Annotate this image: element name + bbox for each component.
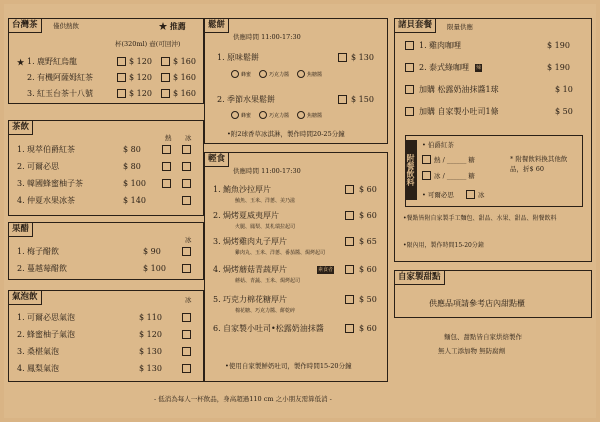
- waffle-1-opt-honey: 蜂蜜: [241, 72, 252, 78]
- sparkling-2-price: $ 120: [139, 330, 162, 339]
- tea-item-1-pot-check[interactable]: [161, 57, 170, 66]
- sparkling-3-name: 桑椹氣泡: [27, 347, 59, 356]
- light-1-name: 鮪魚沙拉厚片: [223, 185, 271, 194]
- vinegar-1-no: 1.: [17, 247, 25, 256]
- light-5-no: 5.: [213, 295, 221, 304]
- tea-drinks-tag: 茶飲: [8, 120, 33, 135]
- waffle-2-opt-honey-radio[interactable]: [231, 111, 239, 119]
- light-3-price: $ 65: [359, 237, 377, 246]
- tea-drink-1-ice-check[interactable]: [182, 145, 191, 154]
- bakery-note-1: 麵包、甜點皆自家烘焙製作: [444, 333, 522, 341]
- light-meal-time: 供應時間 11:00-17:30: [233, 167, 301, 175]
- dessert-tag: 自家製甜點: [394, 270, 445, 285]
- set-note-1: •餐點皆附自家製手工麵包、甜品、水果、甜品、附餐飲料: [403, 215, 557, 222]
- sparkling-tag: 氣泡飲: [8, 290, 42, 305]
- set-drink-tag: 附餐飲料: [405, 140, 417, 200]
- tea-drinks-ice-label: 冰: [185, 134, 192, 142]
- tea-drink-4-price: $ 140: [123, 196, 146, 205]
- light-meal-tag: 輕食: [204, 152, 229, 167]
- tea-drink-3-name: 韓國蜂蜜柚子茶: [27, 179, 83, 188]
- tea-item-3-name: 紅玉台茶十八號: [37, 89, 93, 98]
- sparkling-2-ice-check[interactable]: [182, 330, 191, 339]
- light-meal-section: [204, 152, 388, 382]
- vinegar-section: [8, 222, 204, 280]
- tea-item-1-no: 1.: [27, 57, 35, 66]
- waffle-1-opt-choco: 巧克力醬: [269, 72, 290, 78]
- light-4-price: $ 60: [359, 265, 377, 274]
- waffle-1-opt-choco-radio[interactable]: [259, 70, 267, 78]
- waffle-1-opt-caramel: 焦糖醬: [307, 72, 323, 78]
- vegetarian-badge: 素食者: [318, 267, 334, 273]
- taiwan-tea-note: 僅供熱飲: [53, 22, 79, 30]
- sparkling-1-no: 1.: [17, 313, 25, 322]
- tea-item-2-cup-check[interactable]: [117, 73, 126, 82]
- set-drink-note: * 附餐飲料換其他飲品，折$ 60: [510, 155, 568, 173]
- tea-item-3-pot-check[interactable]: [161, 89, 170, 98]
- waffle-2-opt-caramel: 焦糖醬: [307, 113, 323, 119]
- light-1-desc: 鮪魚、玉米、洋蔥、美乃滋: [235, 198, 296, 204]
- tea-drink-1-price: $ 80: [123, 145, 141, 154]
- addon-1-name: 加購 松露奶油抹醬1球: [419, 85, 499, 94]
- waffle-1-name: 原味鬆餅: [227, 53, 259, 62]
- star-recommend: ★ 推薦: [159, 21, 186, 31]
- vinegar-1-ice-check[interactable]: [182, 247, 191, 256]
- set-drink-calpis-check[interactable]: [466, 190, 475, 199]
- set-drink-ice: 冰 / ______ 糖: [434, 172, 475, 180]
- light-6-no: 6.: [213, 324, 221, 333]
- set-2-price: $ 190: [547, 63, 570, 72]
- sparkling-section: [8, 290, 204, 382]
- tea-drink-2-ice-check[interactable]: [182, 162, 191, 171]
- vinegar-1-name: 梅子醋飲: [27, 247, 59, 256]
- light-6-name: 自家製小吐司•松露奶油抹醬: [223, 324, 324, 333]
- light-4-no: 4.: [213, 265, 221, 274]
- set-2-name: 泰式綠咖哩: [429, 63, 469, 72]
- light-4-name: 焗烤蘑菇青蔬厚片: [223, 265, 287, 274]
- taiwan-tea-sizes: 杯(320ml) 壺(可回沖): [115, 40, 181, 48]
- waffle-2-opt-choco-radio[interactable]: [259, 111, 267, 119]
- sparkling-2-no: 2.: [17, 330, 25, 339]
- waffle-section: [204, 18, 388, 144]
- tea-drink-1-name: 現萃伯爵紅茶: [27, 145, 75, 154]
- sparkling-4-name: 鳳梨氣泡: [27, 364, 59, 373]
- vinegar-ice-label: 冰: [185, 236, 192, 244]
- set-1-no: 1.: [419, 41, 427, 50]
- tea-drink-1-hot-check[interactable]: [162, 145, 171, 154]
- set-1-check[interactable]: [405, 41, 414, 50]
- tea-drink-4-ice-check[interactable]: [182, 196, 191, 205]
- addon-1-price: $ 10: [555, 85, 573, 94]
- waffle-2-opt-choco: 巧克力醬: [269, 113, 290, 119]
- light-meal-note: •使用自家製鮮奶吐司，製作時間15-20分鐘: [225, 362, 352, 370]
- light-5-price: $ 50: [359, 295, 377, 304]
- tea-item-2-pot-check[interactable]: [161, 73, 170, 82]
- tea-drinks-hot-label: 熱: [165, 134, 172, 142]
- tea-item-3-no: 3.: [27, 89, 35, 98]
- sparkling-2-name: 蜂蜜柚子氣泡: [27, 330, 75, 339]
- tea-drink-2-name: 可爾必思: [27, 162, 59, 171]
- tea-drink-4-no: 4.: [17, 196, 25, 205]
- sparkling-4-ice-check[interactable]: [182, 364, 191, 373]
- light-3-desc: 雞肉丸、玉米、洋蔥、番茄醬、焗烤起司: [235, 250, 326, 256]
- tea-item-3-cup-check[interactable]: [117, 89, 126, 98]
- light-1-price: $ 60: [359, 185, 377, 194]
- set-meal-section: [394, 18, 592, 262]
- vinegar-2-price: $ 100: [143, 264, 166, 273]
- tea-item-1-name: 鹿野紅烏龍: [37, 57, 77, 66]
- dessert-section: [394, 270, 592, 318]
- light-4-check[interactable]: [345, 265, 354, 274]
- tea-item-2-name: 有機阿薩姆紅茶: [37, 73, 93, 82]
- tea-drink-1-no: 1.: [17, 145, 25, 154]
- sparkling-3-ice-check[interactable]: [182, 347, 191, 356]
- light-2-desc: 火腿、鳳梨、莫札瑞拉起司: [235, 224, 296, 230]
- light-6-price: $ 60: [359, 324, 377, 333]
- vinegar-2-ice-check[interactable]: [182, 264, 191, 273]
- waffle-note: •附2球香草冰淇淋，製作時間20-25分鐘: [227, 130, 345, 138]
- set-2-no: 2.: [419, 63, 427, 72]
- light-2-name: 焗烤夏威夷厚片: [223, 211, 279, 220]
- waffle-2-opt-caramel-radio[interactable]: [297, 111, 305, 119]
- light-5-check[interactable]: [345, 295, 354, 304]
- addon-2-name: 加購 自家製小吐司1條: [419, 107, 499, 116]
- tea-item-1-cup-check[interactable]: [117, 57, 126, 66]
- light-1-check[interactable]: [345, 185, 354, 194]
- set-drink-1: • 伯爵紅茶: [422, 141, 454, 149]
- waffle-2-check[interactable]: [338, 95, 347, 104]
- light-2-check[interactable]: [345, 211, 354, 220]
- tea-drink-4-name: 仲夏水果冰茶: [27, 196, 75, 205]
- sparkling-1-ice-check[interactable]: [182, 313, 191, 322]
- light-2-price: $ 60: [359, 211, 377, 220]
- addon-1-check[interactable]: [405, 85, 414, 94]
- tea-drink-2-price: $ 80: [123, 162, 141, 171]
- waffle-1-price: $ 130: [351, 53, 374, 62]
- footer-note: - 低消為每人一杯飲品，身高超過110 cm 之小朋友需算低消 -: [154, 395, 332, 403]
- tea-drink-3-ice-check[interactable]: [182, 179, 191, 188]
- light-5-name: 巧克力棉花糖厚片: [223, 295, 287, 304]
- tea-drink-3-price: $ 100: [123, 179, 146, 188]
- set-drink-box: [405, 135, 583, 207]
- waffle-2-no: 2.: [217, 95, 225, 104]
- set-1-price: $ 190: [547, 41, 570, 50]
- waffle-tag: 鬆餅: [204, 18, 229, 33]
- waffle-1-no: 1.: [217, 53, 225, 62]
- sparkling-1-price: $ 110: [139, 313, 162, 322]
- waffle-2-name: 季節水果鬆餅: [227, 95, 275, 104]
- waffle-1-opt-honey-radio[interactable]: [231, 70, 239, 78]
- tea-item-2-pot-price: $ 160: [173, 73, 196, 82]
- waffle-1-opt-caramel-radio[interactable]: [297, 70, 305, 78]
- light-3-check[interactable]: [345, 237, 354, 246]
- vinegar-2-no: 2.: [17, 264, 25, 273]
- dessert-text: 供應品項請參考店內甜點櫃: [429, 299, 525, 308]
- addon-2-check[interactable]: [405, 107, 414, 116]
- light-2-no: 2.: [213, 211, 221, 220]
- set-drink-hot-check[interactable]: [422, 155, 431, 164]
- taiwan-tea-tag: 台灣茶: [8, 18, 42, 33]
- spicy-badge: 辣: [476, 65, 482, 71]
- tea-item-1-mark: ★: [17, 57, 25, 67]
- light-4-desc: 蘑菇、青蔬、玉米、焗烤起司: [235, 278, 301, 284]
- vinegar-2-name: 蔓越莓醋飲: [27, 264, 67, 273]
- vinegar-tag: 果醋: [8, 222, 33, 237]
- set-drink-hot: 熱 / ______ 糖: [434, 156, 475, 164]
- tea-item-2-no: 2.: [27, 73, 35, 82]
- sparkling-4-price: $ 130: [139, 364, 162, 373]
- set-drink-calpis-ice: 冰: [478, 191, 485, 199]
- set-drink-ice-check[interactable]: [422, 171, 431, 180]
- menu-sheet: [4, 4, 596, 418]
- tea-item-1-pot-price: $ 160: [173, 57, 196, 66]
- set-note-2: •限內用，製作時間15-20分鐘: [403, 242, 484, 249]
- tea-item-1-cup-price: $ 120: [129, 57, 152, 66]
- waffle-2-price: $ 150: [351, 95, 374, 104]
- tea-item-2-cup-price: $ 120: [129, 73, 152, 82]
- taiwan-tea-section: [8, 18, 204, 104]
- sparkling-ice-label: 冰: [185, 296, 192, 304]
- sparkling-3-no: 3.: [17, 347, 25, 356]
- tea-drinks-section: [8, 120, 204, 216]
- tea-drink-3-hot-check[interactable]: [162, 179, 171, 188]
- waffle-2-opt-honey: 蜂蜜: [241, 113, 252, 119]
- tea-item-3-cup-price: $ 120: [129, 89, 152, 98]
- light-1-no: 1.: [213, 185, 221, 194]
- light-6-check[interactable]: [345, 324, 354, 333]
- set-drink-calpis: • 可爾必思: [422, 191, 454, 199]
- set-meal-limit: 限量供應: [447, 23, 473, 31]
- bakery-note-2: 無人工添加物 無防腐劑: [438, 347, 506, 355]
- set-1-name: 雞肉咖哩: [429, 41, 461, 50]
- tea-item-3-pot-price: $ 160: [173, 89, 196, 98]
- waffle-1-check[interactable]: [338, 53, 347, 62]
- light-3-name: 焗烤雞肉丸子厚片: [223, 237, 287, 246]
- waffle-time: 供應時間 11:00-17:30: [233, 33, 301, 41]
- addon-2-price: $ 50: [555, 107, 573, 116]
- sparkling-3-price: $ 130: [139, 347, 162, 356]
- light-5-desc: 棉花糖、巧克力醬、餅乾碎: [235, 308, 296, 314]
- tea-drink-2-no: 2.: [17, 162, 25, 171]
- vinegar-1-price: $ 90: [143, 247, 161, 256]
- tea-drink-2-hot-check[interactable]: [162, 162, 171, 171]
- sparkling-1-name: 可爾必思氣泡: [27, 313, 75, 322]
- set-meal-tag: 諸貝套餐: [394, 18, 436, 33]
- set-2-check[interactable]: [405, 63, 414, 72]
- sparkling-4-no: 4.: [17, 364, 25, 373]
- tea-drink-3-no: 3.: [17, 179, 25, 188]
- light-3-no: 3.: [213, 237, 221, 246]
